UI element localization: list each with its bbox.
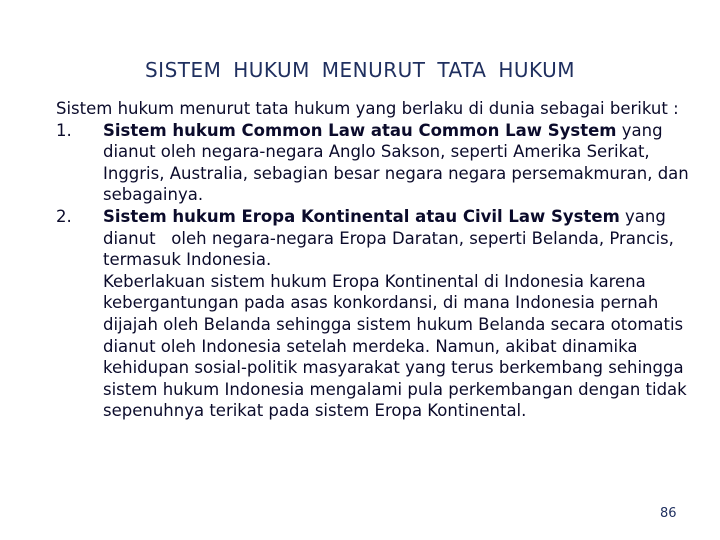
- list-number: 1.: [56, 120, 72, 140]
- list-item: [56, 120, 696, 206]
- list-text: yang dianut oleh negara-negara Anglo Sakson, seperti Amerika Serikat, Inggris, Australia, sebagian besar negara negara persemakmuran, dan sebagainya.: [103, 120, 689, 205]
- list-number: 2.: [56, 206, 72, 226]
- list-heading: Sistem hukum Common Law atau Common Law System: [103, 120, 617, 140]
- slide-title: SISTEM HUKUM MENURUT TATA HUKUM: [144, 58, 575, 82]
- page-number: 86: [660, 506, 677, 521]
- slide-body: [56, 98, 696, 422]
- list-heading: Sistem hukum Eropa Kontinental atau Civil Law System: [103, 206, 620, 226]
- explanation-paragraph: Keberlakuan sistem hukum Eropa Kontinental di Indonesia karena kebergantungan pada asas konkordansi, di mana Indonesia pernah dijajah oleh Belanda sehingga sistem hukum Belanda secara otomatis dianut oleh Indonesia setelah merdeka. Namun, akibat dinamika kehidupan sosial-politik masyarakat yang terus berkembang sehingga sistem hukum Indonesia mengalami pula perkembangan dengan tidak sepenuhnya terikat pada sistem Eropa Kontinental.: [103, 271, 687, 421]
- list-text: yang dianut oleh negara-negara Eropa Daratan, seperti Belanda, Prancis, termasuk Indonesia.: [103, 206, 687, 270]
- intro-text: Sistem hukum menurut tata hukum yang berlaku di dunia sebagai berikut :: [56, 99, 679, 118]
- list-item: [56, 206, 696, 271]
